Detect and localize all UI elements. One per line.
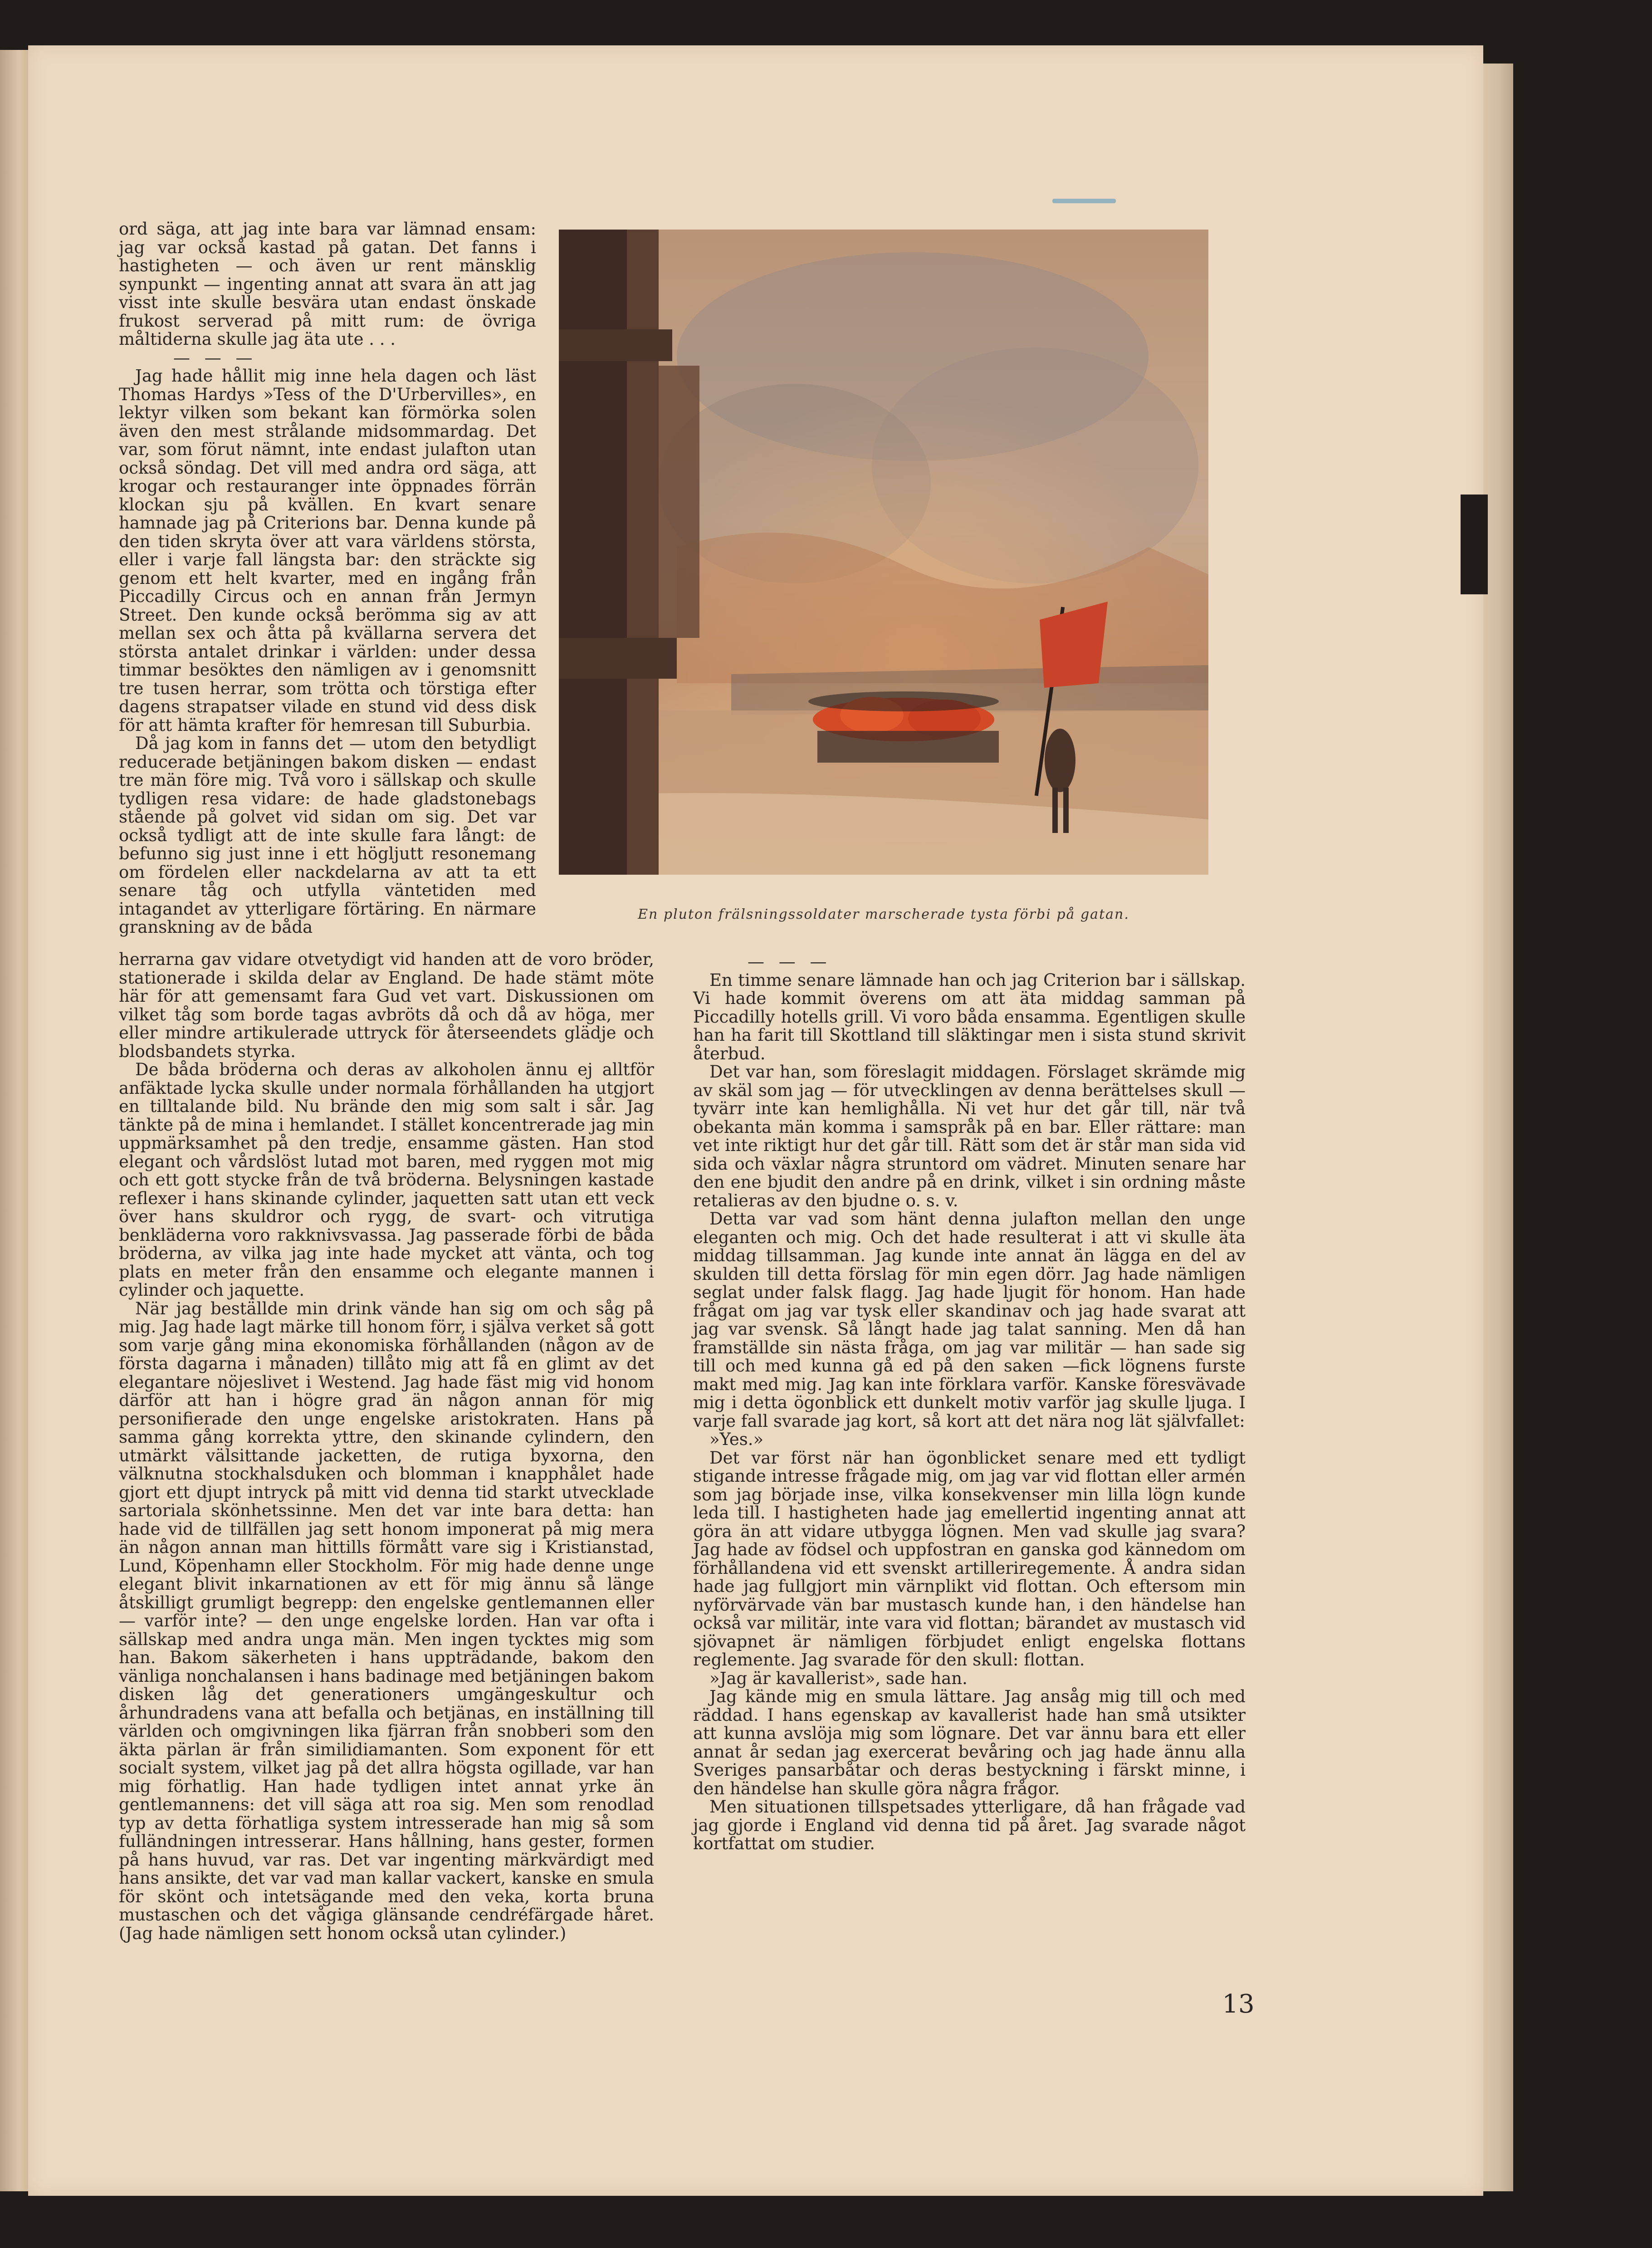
column-side (627, 230, 659, 875)
paragraph: ord säga, att jag inte bara var lämnad ensam: jag var också kastad på gatan. Det fanns i hastigheten — och även ur rent mänsklig synpunkt — ingenting annat att svara än att jag visst inte skulle besvära utan endast önskade frukost serverad på mitt rum: de övriga måltiderna skulle jag äta ute . . . (119, 219, 536, 349)
blue-pencil-mark (1052, 199, 1116, 203)
paragraph: Jag kände mig en smula lättare. Jag ansåg mig till och med räddad. I hans egenskap av kavallerist hade han små utsikter att kunna avslöja mig som lögnare. Det var ännu bara ett eller annat år sedan jag exercerat bevåring och jag hade ännu alla Sveriges pansarbåtar och deras bestyckning i färskt minne, i den händelse han skulle göra några frågor. (693, 1687, 1246, 1798)
article-column-left-bottom (119, 950, 654, 1943)
illustration-caption: En pluton frälsningssoldater marscherade tysta förbi på gatan. (638, 906, 1129, 922)
paragraph: Jag hade hållit mig inne hela dagen och läst Thomas Hardys »Tess of the D'Urbervilles», en lektyr vilken som bekant kan förmörka solen även den mest strålande midsommardag. Det var, som förut nämnt, inte endast julafton utan också söndag. Det vill med andra ord säga, att krogar och restauranger inte öppnades förrän klockan sju på kvällen. En kvart senare hamnade jag på Criterions bar. Denna kunde på den tiden skryta över att vara världens största, eller i varje fall längsta bar: den sträckte sig genom ett helt kvarter, med en ingång från Piccadilly Circus och en annan från Jermyn Street. Den kunde också berömma sig av att mellan sex och åtta på kvällarna servera det största antalet drinkar i världen: under dessa timmar besöktes den nämligen av i genomsnitt tre tusen herrar, som trötta och törstiga efter dagens strapatser vilade en stund vid dess disk för att hämta krafter för hemresan till Suburbia. (119, 366, 536, 735)
section-separator: — — — (748, 952, 831, 971)
column-capital (559, 329, 672, 361)
column-base (559, 638, 677, 679)
paragraph: Men situationen tillspetsades ytterligare, då han frågade vad jag gjorde i England vid denna tid på året. Jag svarade något kortfattat om studier. (693, 1797, 1246, 1853)
paragraph: En timme senare lämnade han och jag Criterion bar i sällskap. Vi hade kommit överens om att äta middag samman på Piccadilly hotells grill. Vi voro båda ensamma. Egentligen skulle han ha farit till Skottland till släktingar men i sista stund skrivit återbud. (693, 970, 1246, 1063)
paragraph: Det var han, som föreslagit middagen. Förslaget skrämde mig av skäl som jag — för utvecklingen av denna berättelses skull — tyvärr inte kan hemlighålla. Ni vet hur det går till, när två obekanta män komma i samspråk på en bar. Eller rättare: man vet inte riktigt hur det går till. Rätt som det är står man sida vid sida och växlar några struntord om vädret. Minuten senare har den ene bjudit den andre på en drink, vilket i sin ordning måste retalieras av den bjudne o. s. v. (693, 1062, 1246, 1210)
paragraph: De båda bröderna och deras av alkoholen ännu ej alltför anfäktade lycka skulle under normala förhållanden ha utgjort en tilltalande bild. Nu brände den mig som salt i sår. Jag tänkte på de mina i hemlandet. I stället koncentrerade jag min uppmärksamhet på den tredje, ensamme gästen. Han stod elegant och vårdslöst lutad mot baren, med ryggen mot mig och ett gott stycke från de två bröderna. Belysningen kastade reflexer i hans skinande cylinder, jaquetten satt utan ett veck över hans skuldror och rygg, de svart- och vitrutiga benkläderna voro rakknivsvassa. Jag passerade förbi de båda bröderna, av vilka jag inte hade mycket att vänta, och tog plats en meter från den ensamme och elegante mannen i cylinder och jaquette. (119, 1060, 654, 1300)
paragraph: Det var först när han ögonblicket senare med ett tydligt stigande intresse frågade mig, om jag var vid flottan eller armén som jag började inse, vilka konsekvenser min lilla lögn kunde leda till. I hastigheten hade jag emellertid ingenting annat att göra än att vidare utbygga lögnen. Men vad skulle jag svara? Jag hade av födsel och uppfostran en ganska god kännedom om förhållandena vid ett svenskt artilleriregemente. Å andra sidan hade jag fullgjort min värnplikt vid flottan. Och eftersom min nyförvärvade vän bar mustasch kunde han, i den händelse han också var militär, inte vara vid flottan; bärandet av mustasch vid sjövapnet är nämligen förbjudet enligt engelska flottans reglemente. Jag svarade för den skull: flottan. (693, 1448, 1246, 1670)
soldiers-group (808, 691, 999, 763)
column-shaft (559, 230, 627, 875)
article-column-left-top (119, 220, 536, 937)
paragraph: När jag beställde min drink vände han sig om och såg på mig. Jag hade lagt märke till honom förr, i själva verket så gott som varje gång mina ekonomiska förhållanden (någon av de första dagarna i månaden) tillåto mig att få en glimt av det elegantare nöjeslivet i Westend. Jag hade fäst mig vid honom därför att han i högre grad än någon annan för mig personifierade den unge engelske aristokraten. Hans på samma gång korrekta yttre, den skinande cylindern, den utmärkt välsittande jacketten, de rutiga byxorna, den välknutna stockhalsduken och blomman i knapphålet hade gjort ett djupt intryck på mitt vid denna tid starkt utvecklade sartoriala skönhetssinne. Men det var inte bara detta: han hade vid de tillfällen jag sett honom imponerat på mig mera än någon annan man hittills förmått vare sig i Kristianstad, Lund, Köpenhamn eller Stockholm. För mig hade denne unge elegant blivit inkarnationen av ett för mig ännu så länge åtskilligt grumligt begrepp: den engelske gentlemannen eller — varför inte? — den unge engelske lorden. Han var ofta i sällskap med andra unga män. Men ingen tycktes mig som han. Bakom säkerheten i hans uppträdande, bakom den vänliga nonchalansen i hans badinage med betjäningen bakom disken låg det generationers umgängeskultur och århundradens vana att befalla och betjänas, en inställning till världen och omgivningen lika fjärran från snobberi som den äkta pärlan är från similidiamanten. Som exponent för ett socialt system, vilket jag på det allra högsta ogillade, var han mig förhatlig. Han hade tydligen intet annat yrke än gentlemannens: det vill säga att roa sig. Men som renodlad typ av detta förhatliga system intresserade han mig så som fulländningen intresserar. Hans hållning, hans gester, formen på hans huvud, var ras. Det var ingenting märkvärdigt med hans ansikte, det var vad man kallar vackert, kanske en smula för skönt och intetsägande med den veka, korta bruna mustaschen och det vågiga glänsande cendréfärgade håret. (Jag hade nämligen sett honom också utan cylinder.) (119, 1298, 654, 1943)
pilaster (659, 366, 699, 638)
paragraph: »Yes.» (709, 1430, 764, 1449)
paragraph: »Jag är kavallerist», sade han. (709, 1668, 968, 1688)
section-separator: — — — (173, 348, 257, 367)
page-edge-notch (1461, 495, 1488, 594)
paragraph: Detta var vad som hänt denna julafton mellan den unge eleganten och mig. Och det hade resulterat i att vi skulle äta middag tillsamman. Jag kunde inte annat än lägga en del av skulden till detta förslag för min egen dörr. Jag hade nämligen seglat under falsk flagg. Jag hade ljugit för honom. Han hade frågat om jag var tysk eller skandinav och jag hade svarat att jag var svensk. Så långt hade jag talat sanning. Men då han framställde sin nästa fråga, om jag var militär — han sade sig till och med kunna gå ed på den saken —fick lögnens furste makt med mig. Jag kan inte förklara varför. Kanske föresvävade mig i detta ögonblick ett dunkelt motiv varför jag skulle ljuga. I varje fall svarade jag kort, så kort att det nära nog lät självfallet: (693, 1209, 1246, 1431)
paragraph: Då jag kom in fanns det — utom den betydligt reducerade betjäningen bakom disken — endast tre män före mig. Två voro i sällskap och skulle tydligen resa vidare: de hade gladstonebags stående på golvet vid sidan om sig. Det var också tydligt att de inte skulle fara långt: de befunno sig just inne i ett högljutt resonemang om fördelen eller nackdelarna av att ta ett senare tåg och utfylla väntetiden med intagandet av ytterligare förtäring. En närmare granskning av de båda (119, 734, 536, 937)
paragraph: herrarna gav vidare otvetydigt vid handen att de voro bröder, stationerade i skilda delar av England. De hade stämt möte här för att gemensamt fara Gud vet vart. Diskussionen om vilket tåg som borde tagas avbröts då och då av höga, mer eller mindre artikulerade uttryck för återseendets glädje och blodsbandets styrka. (119, 950, 654, 1061)
article-column-right (693, 953, 1246, 1853)
watercolor-illustration (559, 230, 1208, 875)
page-number: 13 (1222, 1989, 1255, 2019)
